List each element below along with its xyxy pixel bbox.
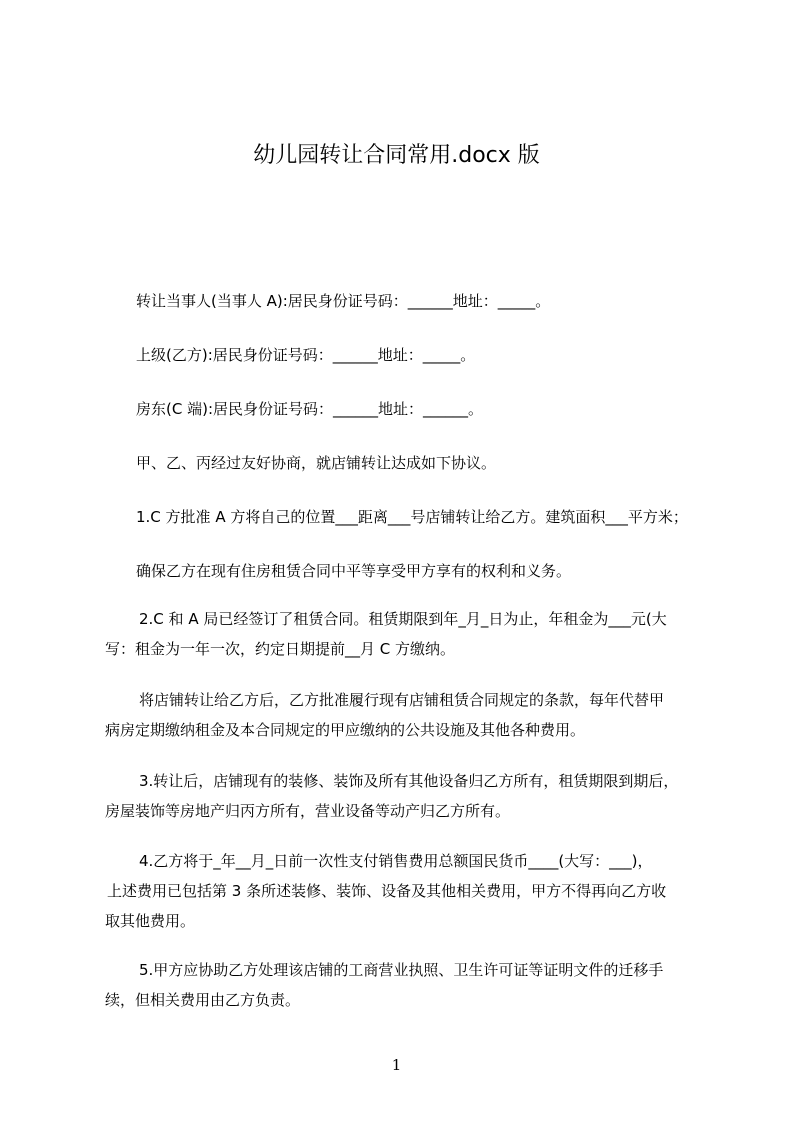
paragraph-line: 5.甲方应协助乙方处理该店铺的工商营业执照、卫生许可证等证明文件的迁移手 (139, 961, 664, 979)
paragraph-line: 甲、乙、丙经过友好协商，就店铺转让达成如下协议。 (136, 454, 497, 472)
clause-2-continued (105, 685, 713, 745)
paragraph-line: 2.C 和 A 局已经签订了租赁合同。租赁期限到年_月_日为止，年租金为___元(大 (139, 610, 667, 628)
paragraph-line: 1.C 方批准 A 方将自己的位置___距离___号店铺转让给乙方。建筑面积___平方米； (136, 508, 688, 526)
clause-2 (105, 604, 713, 664)
clause-1 (136, 502, 736, 532)
paragraph-line: 上级(乙方):居民身份证号码：______地址：_____。 (136, 346, 476, 364)
paragraph-party-b (136, 340, 744, 370)
paragraph-line: 3.转让后，店铺现有的装修、装饰及所有其他设备归乙方所有，租赁期限到期后， (139, 772, 679, 790)
page-number: 1 (391, 1056, 402, 1074)
paragraph-line: 上述费用已包括第 3 条所述装修、装饰、设备及其他相关费用，甲方不得再向乙方收 (107, 882, 667, 900)
paragraph-line: 续，但相关费用由乙方负责。 (105, 991, 301, 1009)
clause-1-continued (136, 556, 744, 586)
paragraph-party-a (136, 286, 744, 316)
paragraph-line: 病房定期缴纳租金及本合同规定的甲应缴纳的公共设施及其他各种费用。 (105, 721, 586, 739)
document-title: 幼儿园转让合同常用.docx 版 (253, 143, 540, 168)
paragraph-line: 写：租金为一年一次，约定日期提前__月 C 方缴纳。 (105, 640, 456, 658)
paragraph-line: 将店铺转让给乙方后，乙方批准履行现有店铺租赁合同规定的条款，每年代替甲 (139, 691, 665, 709)
paragraph-agreement-intro (136, 448, 744, 478)
paragraph-party-c (136, 394, 744, 424)
clause-4 (105, 846, 713, 936)
paragraph-line: 转让当事人(当事人 A):居民身份证号码：______地址：_____。 (136, 292, 551, 310)
paragraph-line: 取其他费用。 (105, 912, 196, 930)
paragraph-line: 房东(C 端):居民身份证号码：______地址：______。 (136, 400, 484, 418)
paragraph-line: 确保乙方在现有住房租赁合同中平等享受甲方享有的权利和义务。 (136, 562, 572, 580)
clause-5 (105, 955, 713, 1015)
clause-3 (105, 766, 713, 826)
paragraph-line: 4.乙方将于_年__月_日前一次性支付销售费用总额国民货币____(大写：___)， (139, 852, 653, 870)
paragraph-line: 房屋装饰等房地产归丙方所有，营业设备等动产归乙方所有。 (105, 802, 511, 820)
